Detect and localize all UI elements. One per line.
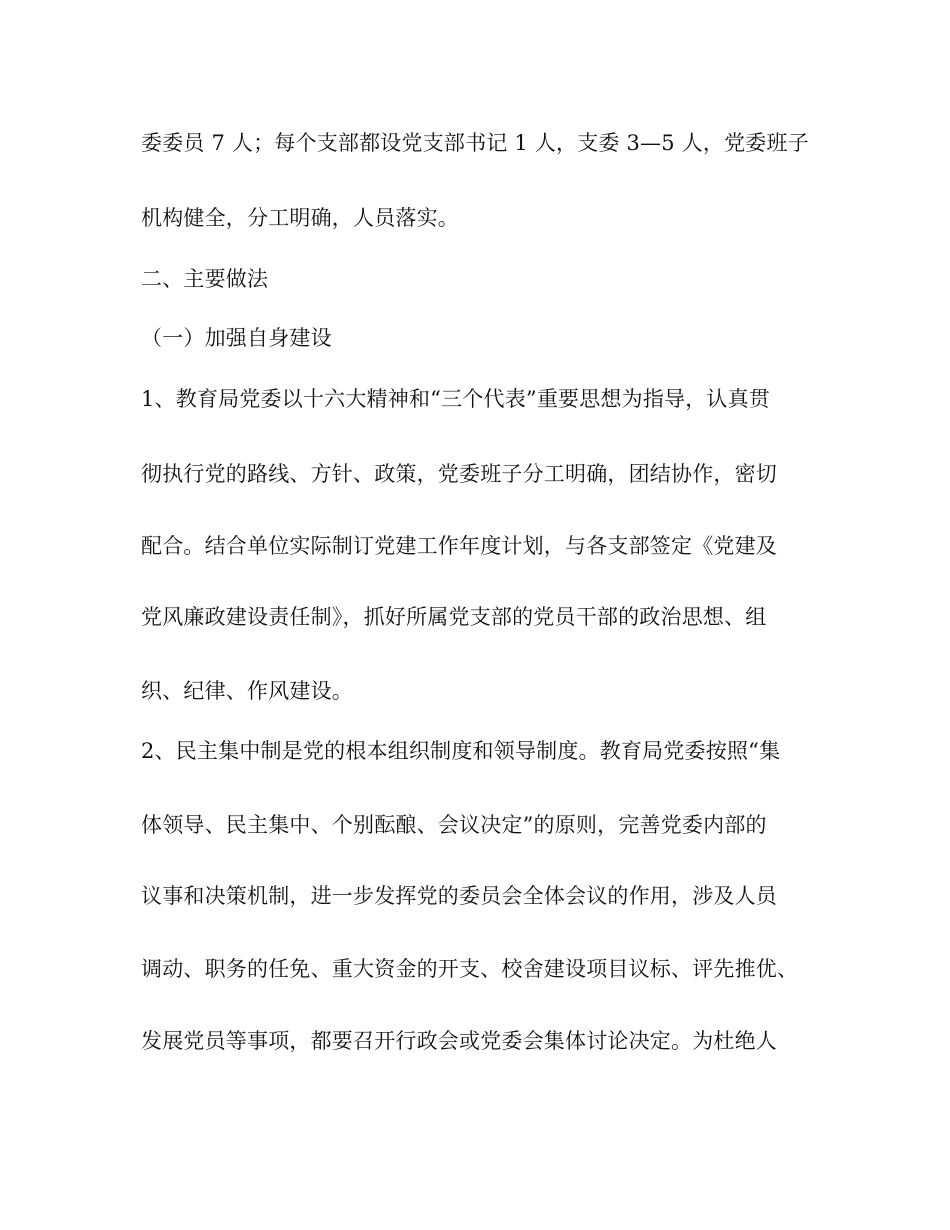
body-text-line: 织、纪律、作风建设。: [141, 679, 353, 703]
body-text-line: 1、教育局党委以十六大精神和“三个代表”重要思想为指导，认真贯: [141, 387, 771, 411]
body-text-line: 2、民主集中制是党的根本组织制度和领导制度。教育局党委按照“集: [141, 739, 781, 763]
body-text-line: 调动、职务的任免、重大资金的开支、校舍建设项目议标、评先推优、: [141, 957, 799, 981]
body-text-line: 配合。结合单位实际制订党建工作年度计划，与各支部签定《党建及: [141, 534, 777, 558]
body-text-line: 委委员 7 人；每个支部都设党支部书记 1 人，支委 3—5 人，党委班子: [141, 131, 809, 155]
body-text-line: 彻执行党的路线、方针、政策，党委班子分工明确，团结协作，密切: [141, 462, 777, 486]
subsection-heading: （一）加强自身建设: [141, 326, 332, 350]
section-heading: 二、主要做法: [141, 267, 269, 291]
body-text-line: 机构健全，分工明确，人员落实。: [141, 206, 459, 230]
body-text-line: 议事和决策机制，进一步发挥党的委员会全体会议的作用，涉及人员: [141, 884, 777, 908]
body-text-line: 发展党员等事项，都要召开行政会或党委会集体讨论决定。为杜绝人: [141, 1029, 777, 1053]
body-text-line: 党风廉政建设责任制》，抓好所属党支部的党员干部的政治思想、组: [141, 605, 767, 629]
body-text-line: 体领导、民主集中、个别酝酿、会议决定”的原则，完善党委内部的: [141, 813, 767, 837]
